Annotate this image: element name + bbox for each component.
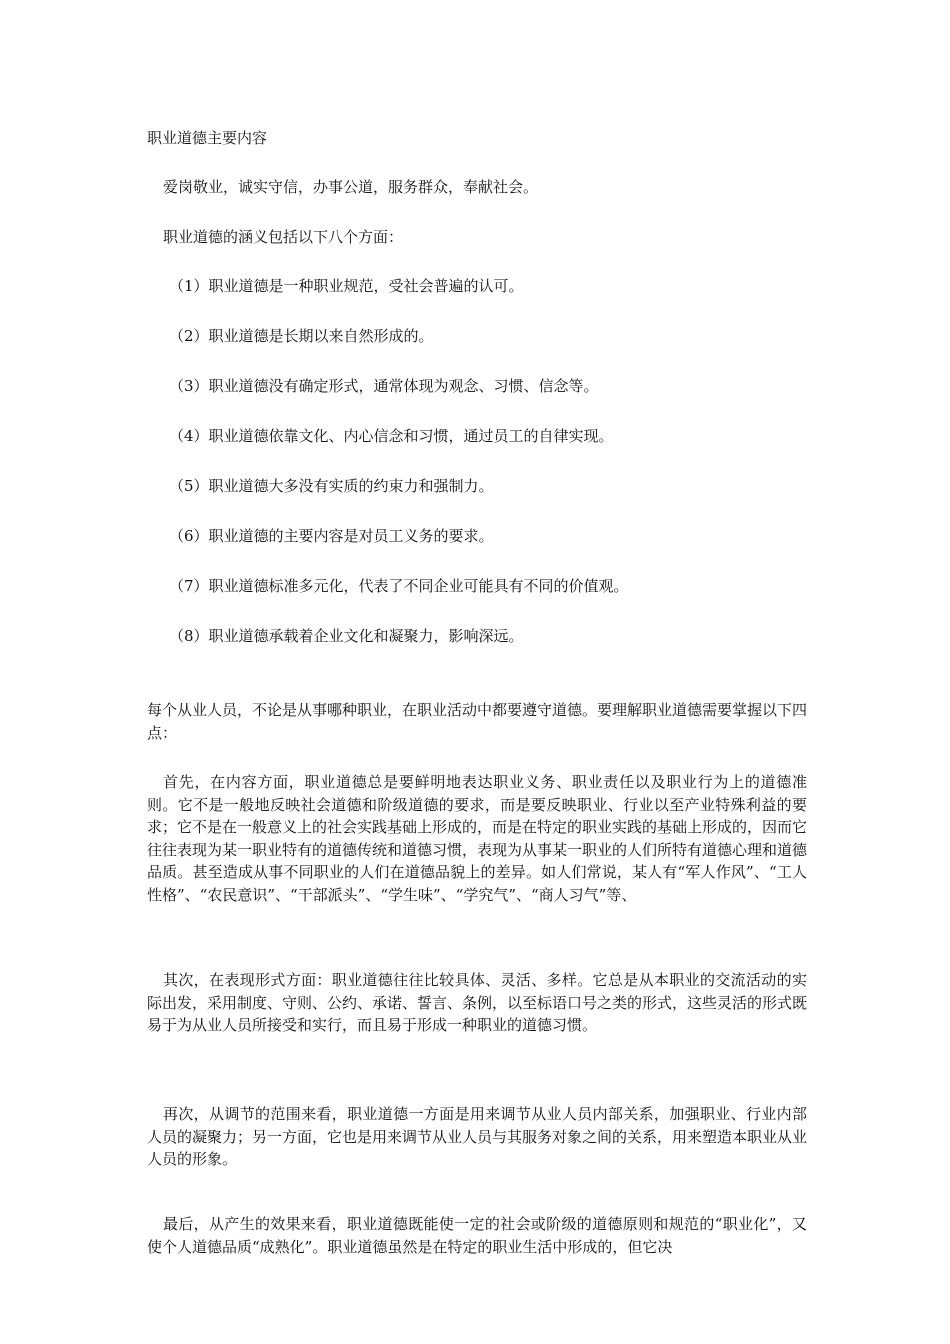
list-item: （7）职业道德标准多元化，代表了不同企业可能具有不同的价值观。 xyxy=(169,577,629,595)
list-item: （3）职业道德没有确定形式，通常体现为观念、习惯、信念等。 xyxy=(169,377,599,395)
list-item: （1）职业道德是一种职业规范，受社会普遍的认可。 xyxy=(169,277,524,295)
list-item: （4）职业道德依靠文化、内心信念和习惯，通过员工的自律实现。 xyxy=(169,427,614,445)
paragraph-first: 首先，在内容方面，职业道德总是要鲜明地表达职业义务、职业责任以及职业行为上的道德准则。它不是一般地反映社会道德和阶级道德的要求，而是要反映职业、行业以至产业特殊利益的要求；它不是在一般意义上的社会实践基础上形成的，而是在特定的职业实践的基础上形成的，因而它往往表现为某一职业特有的道德传统和道德习惯，表现为从事某一职业的人们所特有道德心理和道德品质。甚至造成从事不同职业的人们在道德品貌上的差异。如人们常说，某人有“军人作风”、“工人性格”、“农民意识”、“干部派头”、“学生味”、“学究气”、“商人习气”等、 xyxy=(147,773,808,904)
list-item: （2）职业道德是长期以来自然形成的。 xyxy=(169,327,434,345)
lead-paragraph: 每个从业人员，不论是从事哪种职业，在职业活动中都要遵守道德。要理解职业道德需要掌握以下四点： xyxy=(147,701,808,742)
paragraph-fourth: 最后，从产生的效果来看，职业道德既能使一定的社会或阶级的道德原则和规范的“职业化”，又使个人道德品质“成熟化”。职业道德虽然是在特定的职业生活中形成的，但它决 xyxy=(147,1215,807,1256)
list-item: （5）职业道德大多没有实质的约束力和强制力。 xyxy=(169,477,494,495)
list-item: （8）职业道德承载着企业文化和凝聚力，影响深远。 xyxy=(169,627,524,645)
document-page xyxy=(147,0,807,1344)
intro-line: 职业道德的涵义包括以下八个方面： xyxy=(163,228,404,246)
paragraph-second: 其次，在表现形式方面：职业道德往往比较具体、灵活、多样。它总是从本职业的交流活动的实际出发，采用制度、守则、公约、承诺、誓言、条例，以至标语口号之类的形式，这些灵活的形式既易于为从业人员所接受和实行，而且易于形成一种职业的道德习惯。 xyxy=(147,971,808,1035)
list-item: （6）职业道德的主要内容是对员工义务的要求。 xyxy=(169,527,494,545)
document-title: 职业道德主要内容 xyxy=(147,129,268,147)
summary-line: 爱岗敬业，诚实守信，办事公道，服务群众，奉献社会。 xyxy=(163,178,539,196)
paragraph-third: 再次，从调节的范围来看，职业道德一方面是用来调节从业人员内部关系，加强职业、行业内部人员的凝聚力；另一方面，它也是用来调节从业人员与其服务对象之间的关系，用来塑造本职业从业人员的形象。 xyxy=(147,1105,808,1169)
